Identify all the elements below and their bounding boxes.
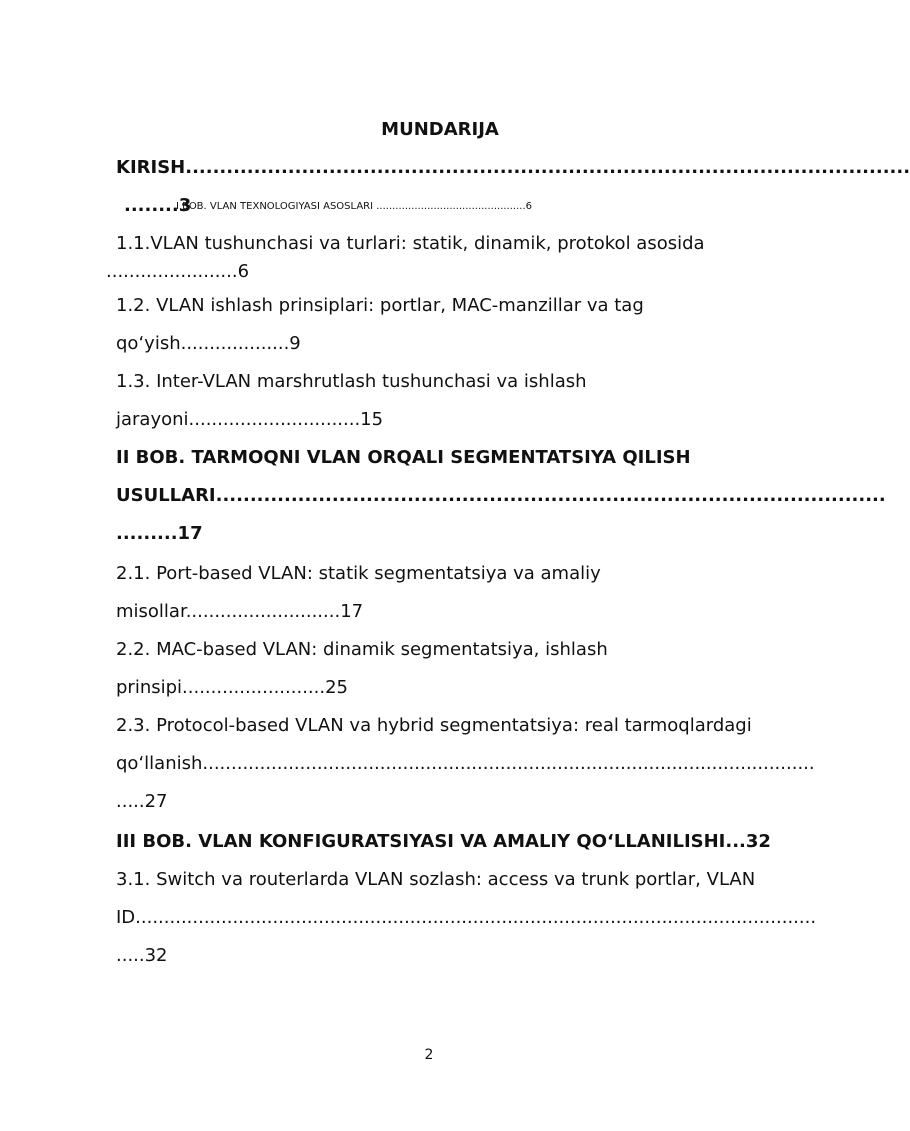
toc-title: MUNDARIJA <box>381 119 499 140</box>
toc-entry-bob2: II BOB. TARMOQNI VLAN ORQALI SEGMENTATSIYA QILISH <box>116 447 691 468</box>
toc-entry-3-1: 3.1. Switch va routerlarda VLAN sozlash: access va trunk portlar, VLAN <box>116 869 756 890</box>
toc-entry-2-3-cont: qo‘llanish........................................................................................................... <box>116 753 815 774</box>
toc-entry-2-3: 2.3. Protocol-based VLAN va hybrid segmentatsiya: real tarmoqlardagi <box>116 715 752 736</box>
toc-entry-bob3: III BOB. VLAN KONFIGURATSIYASI VA AMALIY QO‘LLANILISHI...32 <box>116 831 771 852</box>
toc-entry-2-2-page: prinsipi.........................25 <box>116 677 348 698</box>
toc-entry-1-2-page: qo‘yish...................9 <box>116 333 301 354</box>
toc-entry-3-1-cont: ID....................................................................................................................... <box>116 907 817 928</box>
toc-entry-2-2: 2.2. MAC-based VLAN: dinamik segmentatsiya, ishlash <box>116 639 608 660</box>
toc-entry-1-1-page: .......................6 <box>106 261 250 282</box>
toc-entry-1-3: 1.3. Inter-VLAN marshrutlash tushunchasi va ishlash <box>116 371 587 392</box>
toc-entry-1-1: 1.1.VLAN tushunchasi va turlari: statik, dinamik, protokol asosida <box>116 233 705 254</box>
toc-entry-1-3-page: jarayoni..............................15 <box>116 409 384 430</box>
toc-entry-2-1-page: misollar...........................17 <box>116 601 364 622</box>
toc-entry-kirish: KIRISH.......................................................................................................... <box>116 157 910 178</box>
toc-entry-3-1-page: .....32 <box>116 945 168 966</box>
toc-entry-kirish-page: ........3 <box>124 195 192 216</box>
toc-entry-1-2: 1.2. VLAN ishlash prinsiplari: portlar, MAC-manzillar va tag <box>116 295 644 316</box>
toc-entry-bob2-page: .........17 <box>116 523 203 544</box>
page-number: 2 <box>424 1047 434 1063</box>
toc-entry-2-1: 2.1. Port-based VLAN: statik segmentatsiya va amaliy <box>116 563 601 584</box>
toc-entry-bob2-cont: USULLARI.................................................................................................. <box>116 485 886 506</box>
toc-entry-bob1: I BOB. VLAN TEXNOLOGIYASI ASOSLARI ...............................................6 <box>176 201 532 212</box>
toc-entry-2-3-page: .....27 <box>116 791 168 812</box>
